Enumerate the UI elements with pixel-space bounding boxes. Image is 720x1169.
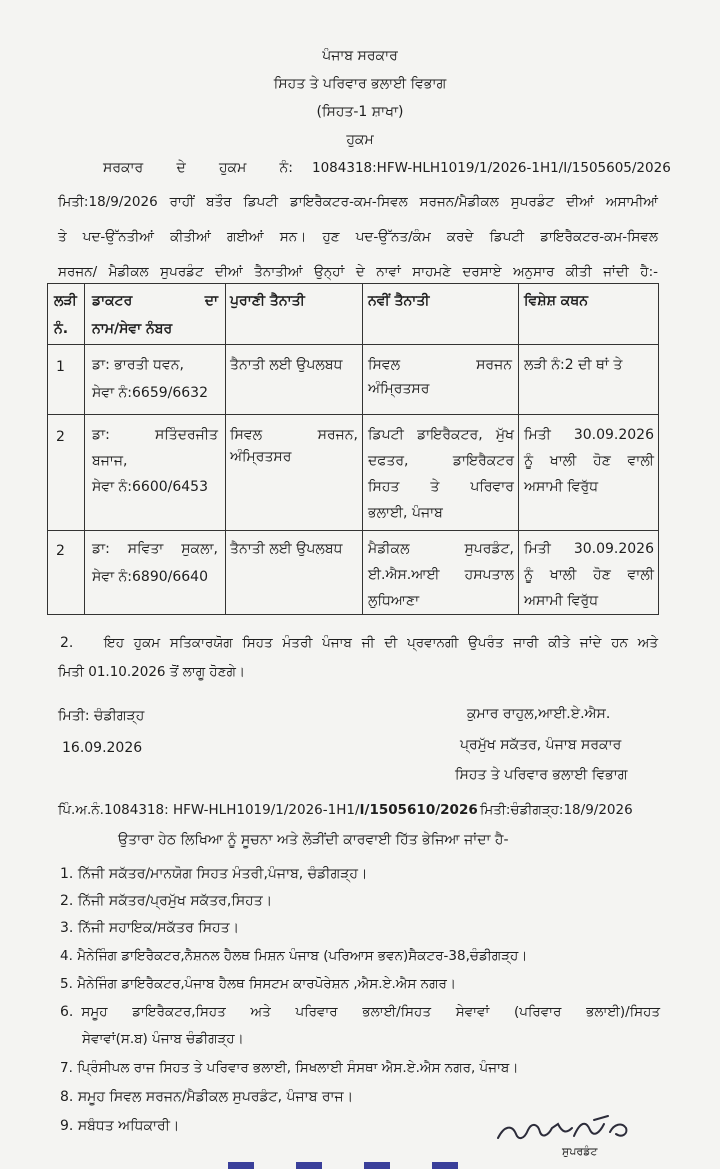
cell-line: ਅਸਾਮੀ ਵਿਰੁੱਧ <box>524 479 599 495</box>
cell-line: ਡਾ: ਸਤਿੰਦਰਜੀਤ <box>92 427 218 443</box>
header-sr-line: ਨੰ. <box>54 321 69 337</box>
recipient-item <box>60 866 367 882</box>
endorsement-intro: ਉਤਾਰਾ ਹੇਠ ਲਿਖਿਆ ਨੂੰ ਸੂਚਨਾ ਅਤੇ ਲੋੜੀਂਦੀ ਕਾਰਵਾਈ ਹਿੱਤ ਭੇਜਿਆ ਜਾਂਦਾ ਹੈ- <box>118 832 509 848</box>
recipient-num: 5. <box>60 976 73 992</box>
cell-line: ਅੰਮ੍ਰਿਤਸਰ <box>368 381 430 397</box>
cell-line: ਈ.ਐਸ.ਆਈ ਹਸਪਤਾਲ <box>368 567 514 583</box>
recipient-num: 8. <box>60 1089 74 1105</box>
row2-remarks <box>524 424 654 498</box>
header-old-posting: ਪੁਰਾਣੀ ਤੈਨਾਤੀ <box>230 293 305 309</box>
recipient-text-continued: ਸੇਵਾਵਾਂ(ਸ.ਬ) ਪੰਜਾਬ ਚੰਡੀਗੜ੍ਹ। <box>82 1031 244 1047</box>
cell-line: ਸਿਵਲ ਸਰਜਨ, <box>230 427 358 443</box>
ref-prefix <box>103 160 293 176</box>
recipient-item <box>60 1004 660 1020</box>
row2-old <box>230 424 358 468</box>
cell-line: ਅੰਮ੍ਰਿਤਸਰ <box>230 449 292 465</box>
header-sr-line: ਲੜੀ <box>54 293 77 309</box>
cell-line: ਲੁਧਿਆਣਾ <box>368 593 420 609</box>
recipient-text: ਨਿੱਜੀ ਸਹਾਇਕ/ਸਕੱਤਰ ਸਿਹਤ। <box>77 920 240 936</box>
row3-new <box>368 538 514 612</box>
recipient-num: 3. <box>60 920 74 936</box>
header-sr <box>54 290 77 340</box>
cell-line: ਡਿਪਟੀ ਡਾਇਰੈਕਟਰ, ਮੁੱਖ <box>368 427 514 443</box>
cell-line: ਸੇਵਾ ਨੰ:6659/6632 <box>92 385 208 401</box>
recipient-item <box>60 1060 518 1076</box>
recipient-item <box>60 948 527 964</box>
recipient-text: ਨਿੱਜੀ ਸਕੱਤਰ/ਪ੍ਰਮੁੱਖ ਸਕੱਤਰ,ਸਿਹਤ। <box>77 893 273 909</box>
cell-line: ਭਲਾਈ, ਪੰਜਾਬ <box>368 505 443 521</box>
row2-new <box>368 424 514 524</box>
endorsement-number-bold: I/1505610/2026 <box>359 802 478 818</box>
recipient-item <box>60 1118 179 1134</box>
row3-remarks <box>524 538 654 612</box>
recipient-num: 1. <box>60 866 74 882</box>
ref-word: ਦੇ <box>176 160 186 176</box>
recipient-item <box>60 920 239 936</box>
row2-sr: 2 <box>56 429 65 445</box>
recipient-text: ਸਮੂਹ ਡਾਇਰੈਕਟਰ,ਸਿਹਤ ਅਤੇ ਪਰਿਵਾਰ ਭਲਾਈ/ਸਿਹਤ ਸੇਵਾਵਾਂ (ਪਰਿਵਾਰ ਭਲਾਈ)/ਸਿਹਤ <box>81 1004 660 1020</box>
row3-doctor <box>92 538 218 588</box>
ref-word: ਹੁਕਮ <box>218 160 247 176</box>
endorsement-date: ਮਿਤੀ:ਚੰਡੀਗੜ੍ਹ:18/9/2026 <box>480 802 633 818</box>
doc-type-title: ਹੁਕਮ <box>346 132 374 148</box>
recipient-text: ਪ੍ਰਿੰਸੀਪਲ ਰਾਜ ਸਿਹਤ ਤੇ ਪਰਿਵਾਰ ਭਲਾਈ, ਸਿਖਲਾਈ ਸੰਸਥਾ ਐਸ.ਏ.ਐਸ ਨਗਰ, ਪੰਜਾਬ। <box>77 1060 519 1076</box>
bottom-mark <box>364 1162 390 1169</box>
row1-remarks: ਲੜੀ ਨੰ:2 ਦੀ ਥਾਂ ਤੇ <box>524 357 623 373</box>
row1-doctor <box>92 354 208 404</box>
cell-line: ਦਫਤਰ, ਡਾਇਰੈਕਟਰ <box>368 453 514 469</box>
branch-title: (ਸਿਹਤ-1 ਸ਼ਾਖਾ) <box>316 104 404 120</box>
ref-word: ਸਰਕਾਰ <box>103 160 144 176</box>
stamp-designation: ਸੁਪਰਡੰਟ <box>562 1145 598 1158</box>
handwritten-signature <box>490 1110 640 1150</box>
cell-line: ਮਿਤੀ 30.09.2026 <box>524 427 654 443</box>
recipient-text: ਮੈਨੇਜਿੰਗ ਡਾਇਰੈਕਟਰ,ਨੈਸ਼ਨਲ ਹੈਲਥ ਮਿਸ਼ਨ ਪੰਜਾਬ (ਪਰਿਆਸ ਭਵਨ)ਸੈਕਟਰ-38,ਚੰਡੀਗੜ੍ਹ। <box>77 948 528 964</box>
row1-old: ਤੈਨਾਤੀ ਲਈ ਉਪਲਬਧ <box>230 357 343 373</box>
ref-word: ਨੰ: <box>279 160 293 176</box>
cell-line: ਨੂੰ ਖਾਲੀ ਹੋਣ ਵਾਲੀ <box>524 567 654 583</box>
date: 16.09.2026 <box>62 740 143 756</box>
cell-line: ਸਿਵਲ ਸਰਜਨ <box>368 357 512 373</box>
cell-line: ਮੈਡੀਕਲ ਸੁਪਰਡੰਟ, <box>368 541 514 557</box>
header-doctor-line: ਨਾਮ/ਸੇਵਾ ਨੰਬਰ <box>92 321 173 337</box>
row1-sr: 1 <box>56 359 65 375</box>
department-title: ਸਿਹਤ ਤੇ ਪਰਿਵਾਰ ਭਲਾਈ ਵਿਭਾਗ <box>273 76 447 92</box>
signatory-name: ਕੁਮਾਰ ਰਾਹੁਲ,ਆਈ.ਏ.ਐਸ. <box>467 706 611 722</box>
ref-number: 1084318:HFW-HLH1019/1/2026-1H1/I/1505605/2026 <box>312 160 671 176</box>
recipient-num: 9. <box>60 1118 74 1134</box>
place: ਮਿਤੀ: ਚੰਡੀਗੜ੍ਹ <box>58 708 145 724</box>
row1-new <box>368 354 512 400</box>
recipient-item <box>60 893 272 909</box>
cell-line: ਸੇਵਾ ਨੰ:6890/6640 <box>92 569 208 585</box>
cell-line: ਸੇਵਾ ਨੰ:6600/6453 <box>92 479 208 495</box>
bottom-mark <box>432 1162 458 1169</box>
header-doctor <box>92 290 218 340</box>
cell-line: ਡਾ: ਸਵਿਤਾ ਸੁਕਲਾ, <box>92 541 218 557</box>
cell-line: ਅਸਾਮੀ ਵਿਰੁੱਧ <box>524 593 599 609</box>
row2-doctor <box>92 424 218 498</box>
bottom-mark <box>228 1162 254 1169</box>
bottom-mark <box>296 1162 322 1169</box>
government-title: ਪੰਜਾਬ ਸਰਕਾਰ <box>322 48 398 64</box>
cell-line: ਨੂੰ ਖਾਲੀ ਹੋਣ ਵਾਲੀ <box>524 453 654 469</box>
recipient-text: ਸਮੂਹ ਸਿਵਲ ਸਰਜਨ/ਮੈਡੀਕਲ ਸੁਪਰਡੰਟ, ਪੰਜਾਬ ਰਾਜ। <box>77 1089 354 1105</box>
recipient-num: 6. <box>60 1004 74 1020</box>
cell-line: ਡਾ: ਭਾਰਤੀ ਧਵਨ, <box>92 357 184 373</box>
intro-line-4: ਸਰਜਨ/ ਮੈਡੀਕਲ ਸੁਪਰਡੰਟ ਦੀਆਂ ਤੈਨਾਤੀਆਂ ਉਨ੍ਹਾਂ ਦੇ ਨਾਵਾਂ ਸਾਹਮਣੇ ਦਰਸਾਏ ਅਨੁਸਾਰ ਕੀਤੀ ਜਾਂਦੀ ਹੈ:- <box>58 264 658 280</box>
row3-sr: 2 <box>56 543 65 559</box>
recipient-text: ਨਿੱਜੀ ਸਕੱਤਰ/ਮਾਨਯੋਗ ਸਿਹਤ ਮੰਤਰੀ,ਪੰਜਾਬ, ਚੰਡੀਗੜ੍ਹ। <box>77 866 368 882</box>
para2-number: 2. <box>60 635 74 651</box>
intro-line-3: ਤੇ ਪਦ-ਉੱਨਤੀਆਂ ਕੀਤੀਆਂ ਗਈਆਂ ਸਨ। ਹੁਣ ਪਦ-ਉੱਨਤ/ਕੰਮ ਕਰਦੇ ਡਿਪਟੀ ਡਾਇਰੈਕਟਰ-ਕਮ-ਸਿਵਲ <box>58 229 658 245</box>
recipient-item <box>60 976 456 992</box>
header-doctor-line: ਡਾਕਟਰ ਦਾ <box>92 293 218 309</box>
endorsement-prefix: ਪਿੰ.ਅ.ਨੰ.1084318: HFW-HLH1019/1/2026-1H1/ <box>58 802 360 818</box>
header-remarks: ਵਿਸ਼ੇਸ਼ ਕਥਨ <box>524 293 588 309</box>
header-new-posting: ਨਵੀਂ ਤੈਨਾਤੀ <box>368 293 430 309</box>
para2-line1: ਇਹ ਹੁਕਮ ਸਤਿਕਾਰਯੋਗ ਸਿਹਤ ਮੰਤਰੀ ਪੰਜਾਬ ਜੀ ਦੀ ਪ੍ਰਵਾਨਗੀ ਉਪਰੰਤ ਜਾਰੀ ਕੀਤੇ ਜਾਂਦੇ ਹਨ ਅਤੇ <box>104 635 658 651</box>
postings-table <box>47 283 659 615</box>
para2-line2: ਮਿਤੀ 01.10.2026 ਤੋਂ ਲਾਗੂ ਹੋਣਗੇ। <box>58 664 245 680</box>
intro-line-2: ਮਿਤੀ:18/9/2026 ਰਾਹੀਂ ਬਤੌਰ ਡਿਪਟੀ ਡਾਇਰੈਕਟਰ-ਕਮ-ਸਿਵਲ ਸਰਜਨ/ਮੈਡੀਕਲ ਸੁਪਰਡੰਟ ਦੀਆਂ ਅਸਾਮੀਆਂ <box>58 194 658 210</box>
recipient-num: 2. <box>60 893 74 909</box>
cell-line: ਸਿਹਤ ਤੇ ਪਰਿਵਾਰ <box>368 479 514 495</box>
recipient-num: 4. <box>60 948 73 964</box>
row3-old: ਤੈਨਾਤੀ ਲਈ ਉਪਲਬਧ <box>230 541 343 557</box>
signatory-department: ਸਿਹਤ ਤੇ ਪਰਿਵਾਰ ਭਲਾਈ ਵਿਭਾਗ <box>455 767 628 783</box>
cell-line: ਬਜਾਜ, <box>92 453 128 469</box>
endorsement-number <box>58 802 478 818</box>
recipient-item <box>60 1089 353 1105</box>
recipient-text: ਮੈਨੇਜਿੰਗ ਡਾਇਰੈਕਟਰ,ਪੰਜਾਬ ਹੈਲਥ ਸਿਸਟਮ ਕਾਰਪੋਰੇਸ਼ਨ ,ਐਸ.ਏ.ਐਸ ਨਗਰ। <box>77 976 456 992</box>
recipient-text: ਸਬੰਧਤ ਅਧਿਕਾਰੀ। <box>77 1118 180 1134</box>
cell-line: ਮਿਤੀ 30.09.2026 <box>524 541 654 557</box>
recipient-num: 7. <box>60 1060 73 1076</box>
signatory-designation: ਪ੍ਰਮੁੱਖ ਸਕੱਤਰ, ਪੰਜਾਬ ਸਰਕਾਰ <box>460 737 622 753</box>
